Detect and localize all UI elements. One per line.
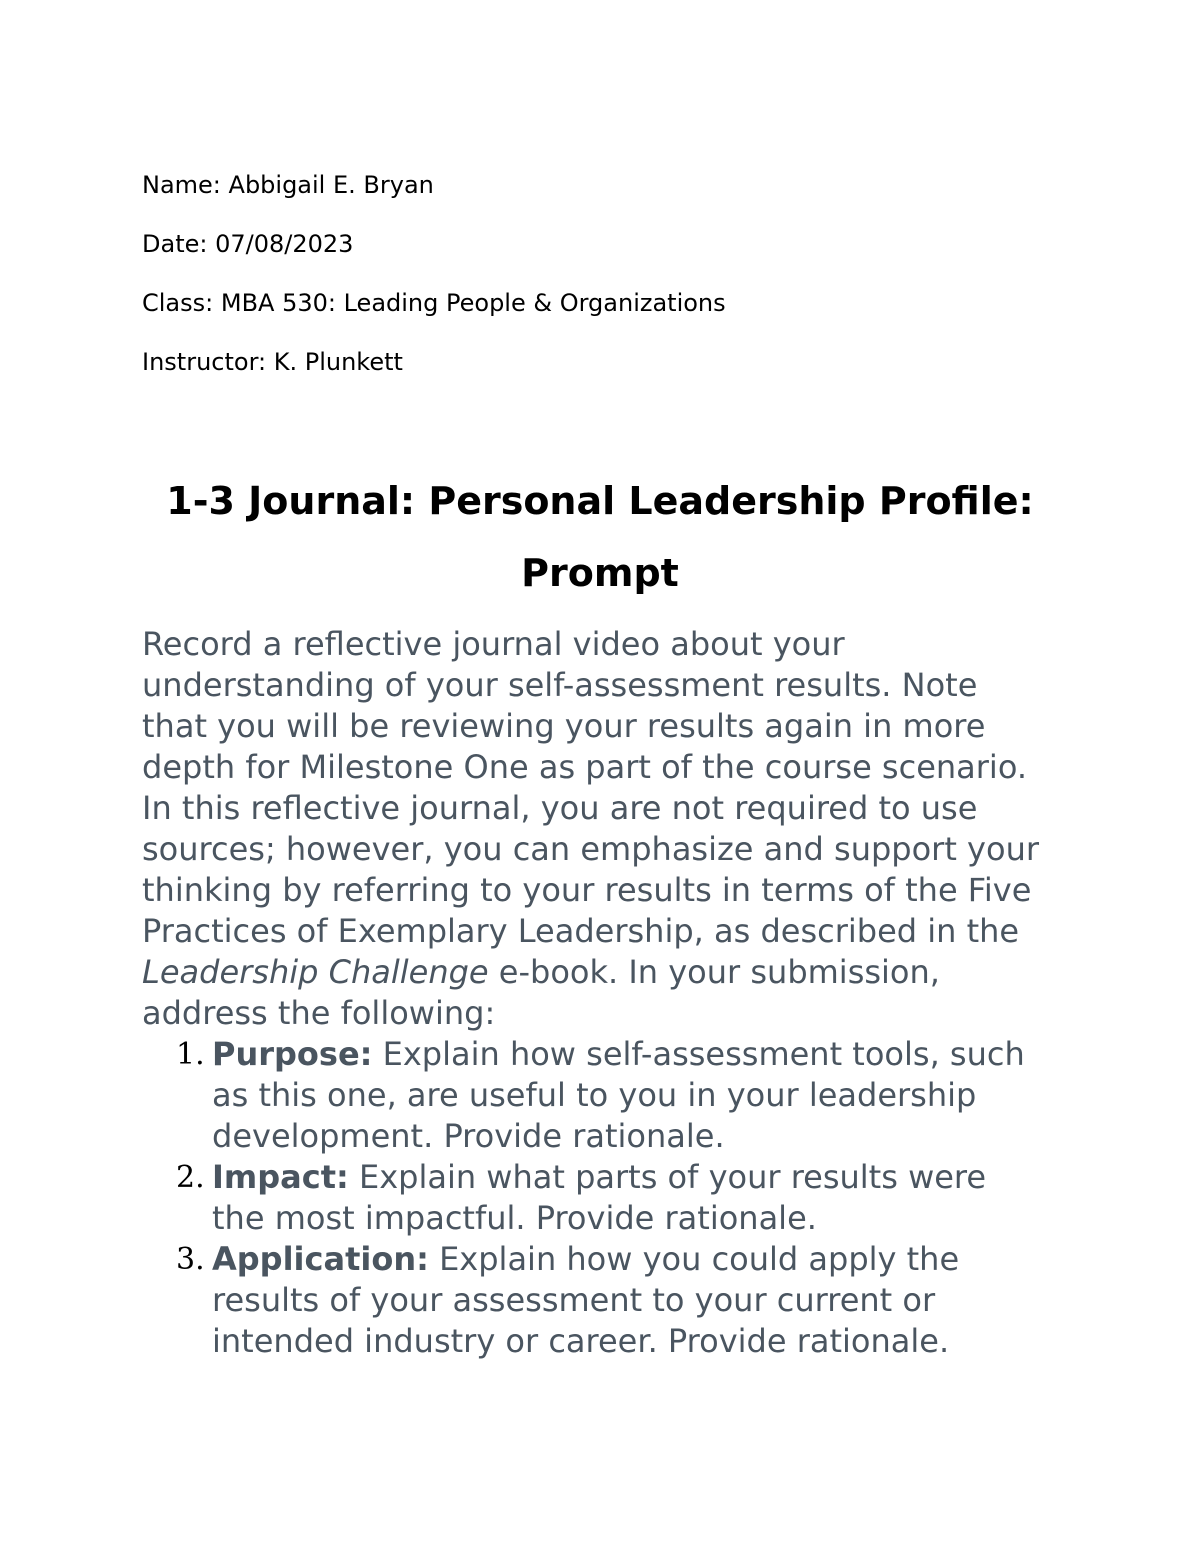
prompt-paragraph: [142, 624, 1042, 1034]
requirement-application: [142, 1239, 1042, 1362]
requirement-text: Explain how you could apply the results of your assessment to your current or intended industry or career. Provide rationale.: [212, 1240, 960, 1360]
submission-date: Date: 07/08/2023: [142, 230, 354, 258]
requirements-list: [142, 1034, 1042, 1362]
instructor-name: Instructor: K. Plunkett: [142, 348, 403, 376]
student-name: Name: Abbigail E. Bryan: [142, 171, 434, 199]
prompt-body: [142, 624, 1042, 1362]
document-title: 1-3 Journal: Personal Leadership Profile:: [166, 479, 1034, 523]
prompt-text-before-book: Record a reflective journal video about your understanding of your self-assessment results. Note that you will be reviewing your results again in more depth for Milestone One as part of the course scenario. In this reflective journal, you are not required to use sources; however, you can emphasize and support your thinking by referring to your results in terms of the Five Practices of Exemplary Leadership, as described in the: [142, 625, 1039, 950]
requirement-title: Application:: [212, 1240, 429, 1278]
requirement-purpose: [142, 1034, 1042, 1157]
class-name: Class: MBA 530: Leading People & Organizations: [142, 289, 726, 317]
requirement-impact: [142, 1157, 1042, 1239]
requirement-text: Explain how self-assessment tools, such as this one, are useful to you in your leadership development. Provide rationale.: [212, 1035, 1025, 1155]
requirement-title: Purpose:: [212, 1035, 373, 1073]
prompt-text-after-book: e-book. In your submission, address the following:: [142, 953, 940, 1032]
document-subtitle: Prompt: [521, 551, 679, 595]
requirement-text: Explain what parts of your results were the most impactful. Provide rationale.: [212, 1158, 987, 1237]
list-number: 2.: [176, 1160, 205, 1195]
requirement-title: Impact:: [212, 1158, 349, 1196]
list-number: 3.: [176, 1242, 205, 1277]
book-title: Leadership Challenge: [142, 953, 489, 991]
list-number: 1.: [176, 1037, 205, 1072]
